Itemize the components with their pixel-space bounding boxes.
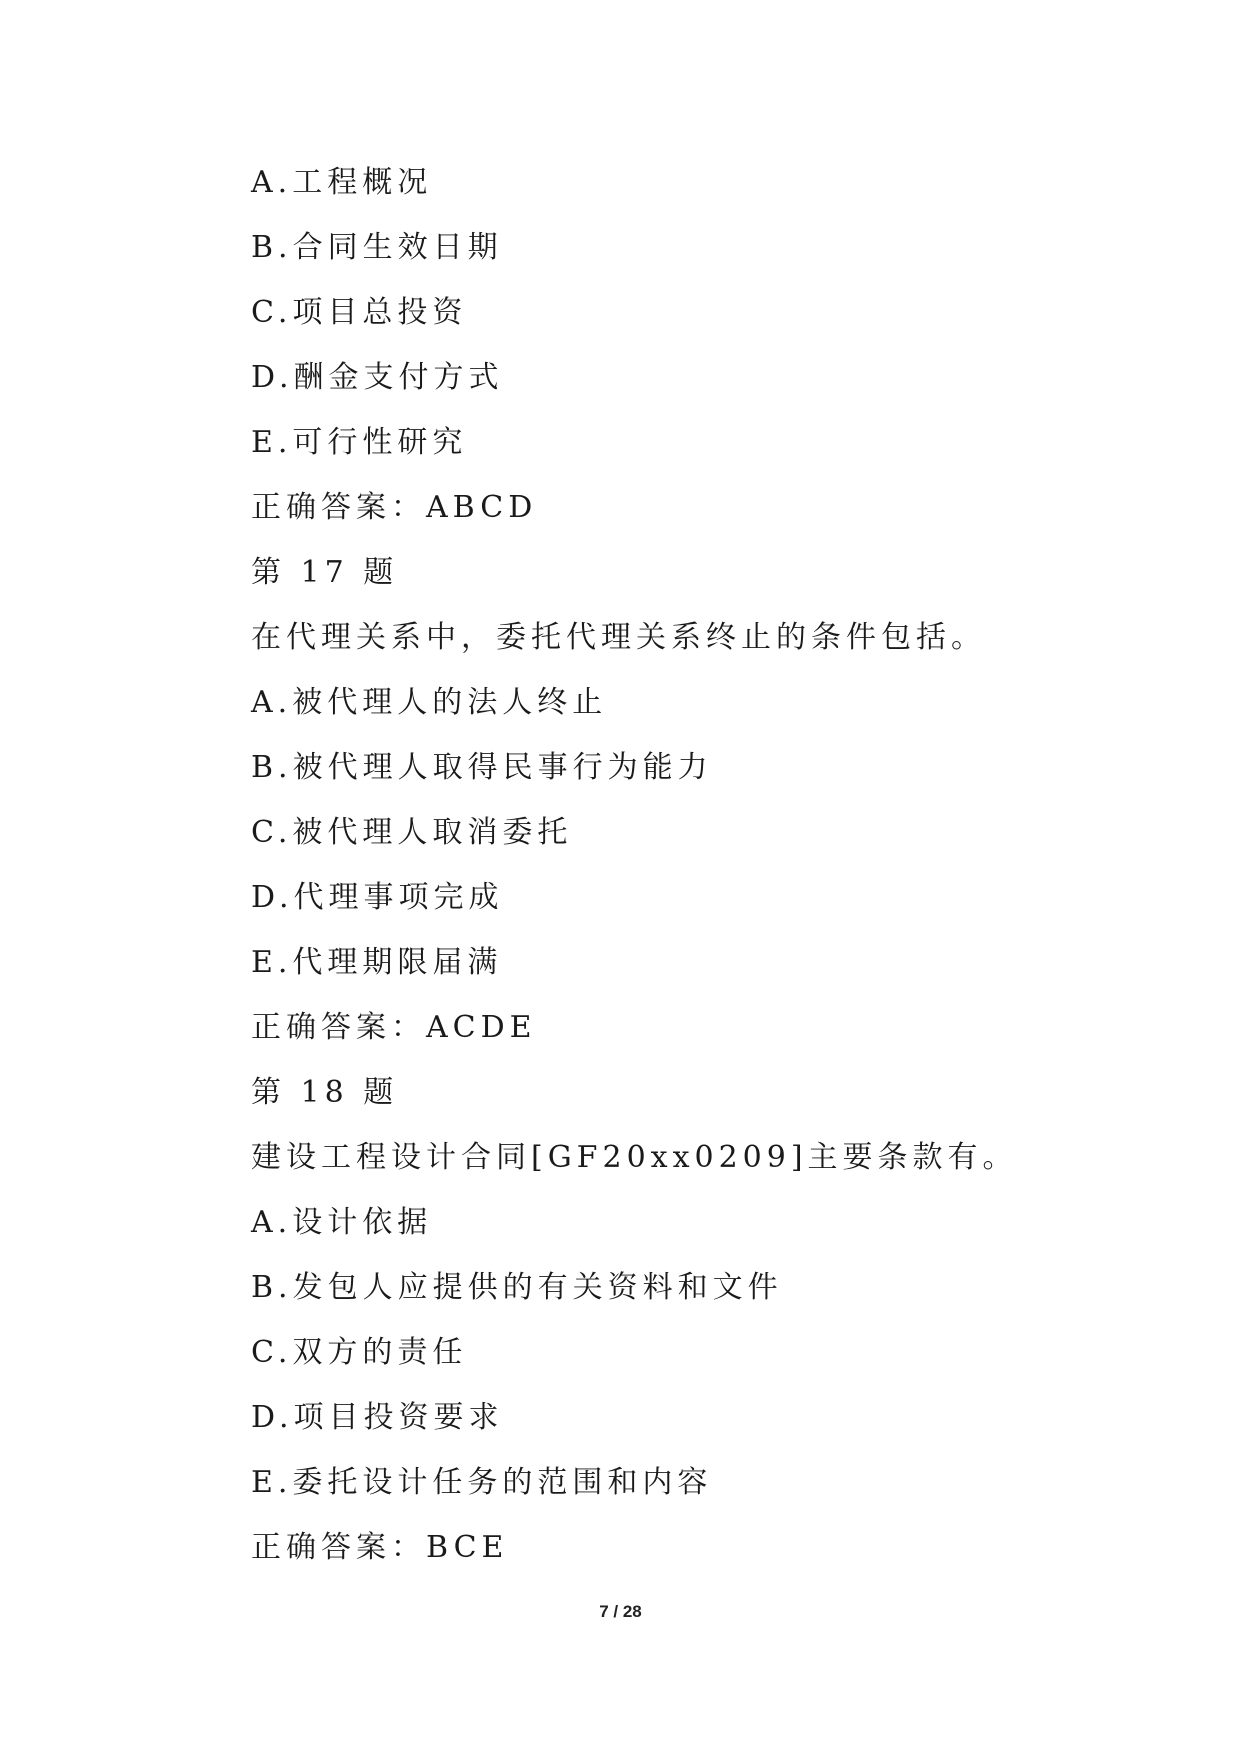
- document-body: [251, 150, 1018, 1580]
- option-b: B.合同生效日期: [251, 230, 503, 265]
- option-a: A.被代理人的法人终止: [251, 685, 608, 720]
- question-number: 第 18 题: [251, 1075, 399, 1110]
- option-d: D.代理事项完成: [251, 880, 504, 915]
- option-c: C.项目总投资: [251, 295, 468, 330]
- option-b: B.发包人应提供的有关资料和文件: [251, 1270, 783, 1305]
- option-b: B.被代理人取得民事行为能力: [251, 750, 713, 785]
- question-text: 建设工程设计合同[GF20xx0209]主要条款有。: [251, 1140, 1018, 1175]
- option-e: E.代理期限届满: [251, 945, 503, 980]
- option-a: A.设计依据: [251, 1205, 433, 1240]
- option-e: E.可行性研究: [251, 425, 468, 460]
- question-number: 第 17 题: [251, 555, 399, 590]
- correct-answer: 正确答案：BCE: [251, 1530, 509, 1565]
- option-d: D.项目投资要求: [251, 1400, 504, 1435]
- option-e: E.委托设计任务的范围和内容: [251, 1465, 713, 1500]
- correct-answer: 正确答案：ABCD: [251, 490, 538, 525]
- correct-answer: 正确答案：ACDE: [251, 1010, 537, 1045]
- option-c: C.双方的责任: [251, 1335, 468, 1370]
- question-text: 在代理关系中，委托代理关系终止的条件包括。: [251, 620, 986, 655]
- option-d: D.酬金支付方式: [251, 360, 504, 395]
- option-a: A.工程概况: [251, 165, 433, 200]
- option-c: C.被代理人取消委托: [251, 815, 573, 850]
- page-number: 7 / 28: [599, 1602, 642, 1621]
